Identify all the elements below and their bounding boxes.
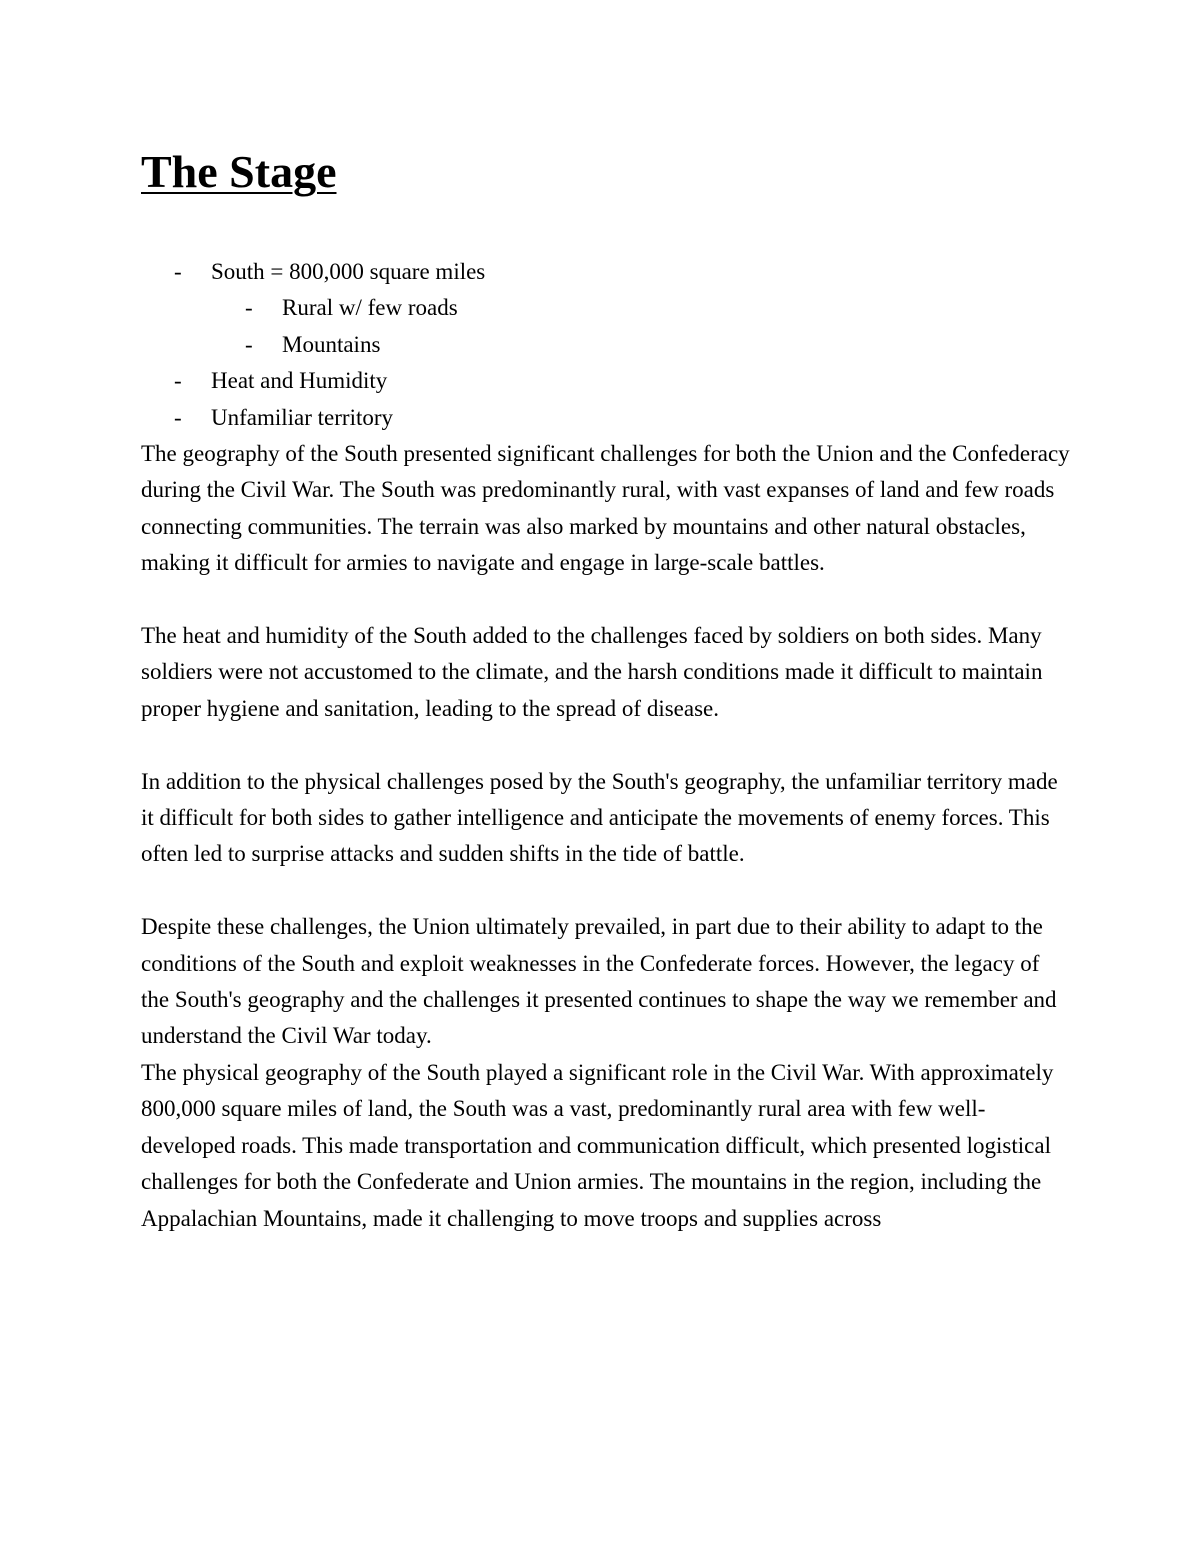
body-paragraph: In addition to the physical challenges posed by the South's geography, the unfamiliar territory made it difficult for both sides to gather intelligence and anticipate the movements of enemy forces. This often led to surprise attacks and sudden shifts in the tide of battle.	[141, 768, 1058, 867]
bullet-text: Mountains	[282, 331, 381, 357]
bullet-text: Heat and Humidity	[211, 368, 388, 394]
paragraph-spacer	[141, 582, 1071, 618]
bullet-dash: -	[245, 331, 253, 357]
sub-bullet-item	[141, 327, 1071, 363]
bullet-dash: -	[174, 259, 182, 284]
body-paragraph: Despite these challenges, the Union ultimately prevailed, in part due to their ability to adapt to the conditions of the South and exploit weaknesses in the Confederate forces. However, the legacy of the South's geography and the challenges it presented continues to shape the way we remember and understand the Civil War today.	[141, 914, 1057, 1049]
bullet-item	[141, 400, 1071, 436]
bullet-item	[141, 254, 1071, 290]
bullet-dash: -	[174, 368, 182, 394]
page-title: The Stage	[141, 146, 337, 197]
document-body	[141, 254, 1071, 1237]
bullet-text: Rural w/ few roads	[282, 295, 458, 321]
bullet-list	[141, 254, 1071, 436]
paragraph-spacer	[141, 727, 1071, 763]
body-paragraph: The physical geography of the South played a significant role in the Civil War. With approximately 800,000 square miles of land, the South was a vast, predominantly rural area with few well-developed roads. This made transportation and communication difficult, which presented logistical challenges for both the Confederate and Union armies. The mountains in the region, including the Appalachian Mountains, made it challenging to move troops and supplies across	[141, 1059, 1054, 1231]
body-paragraph: The geography of the South presented significant challenges for both the Union and the Confederacy during the Civil War. The South was predominantly rural, with vast expanses of land and few roads connecting communities. The terrain was also marked by mountains and other natural obstacles, making it difficult for armies to navigate and engage in large-scale battles.	[141, 441, 1070, 576]
bullet-text: South = 800,000 square miles	[211, 259, 486, 284]
bullet-text: Unfamiliar territory	[211, 404, 394, 430]
paragraph-spacer	[141, 873, 1071, 909]
bullet-item	[141, 363, 1071, 399]
bullet-dash: -	[245, 295, 253, 321]
bullet-dash: -	[174, 404, 182, 430]
sub-bullet-item	[141, 290, 1071, 326]
body-paragraph: The heat and humidity of the South added to the challenges faced by soldiers on both sides. Many soldiers were not accustomed to the climate, and the harsh conditions made it difficult to maintain proper hygiene and sanitation, leading to the spread of disease.	[141, 623, 1043, 721]
